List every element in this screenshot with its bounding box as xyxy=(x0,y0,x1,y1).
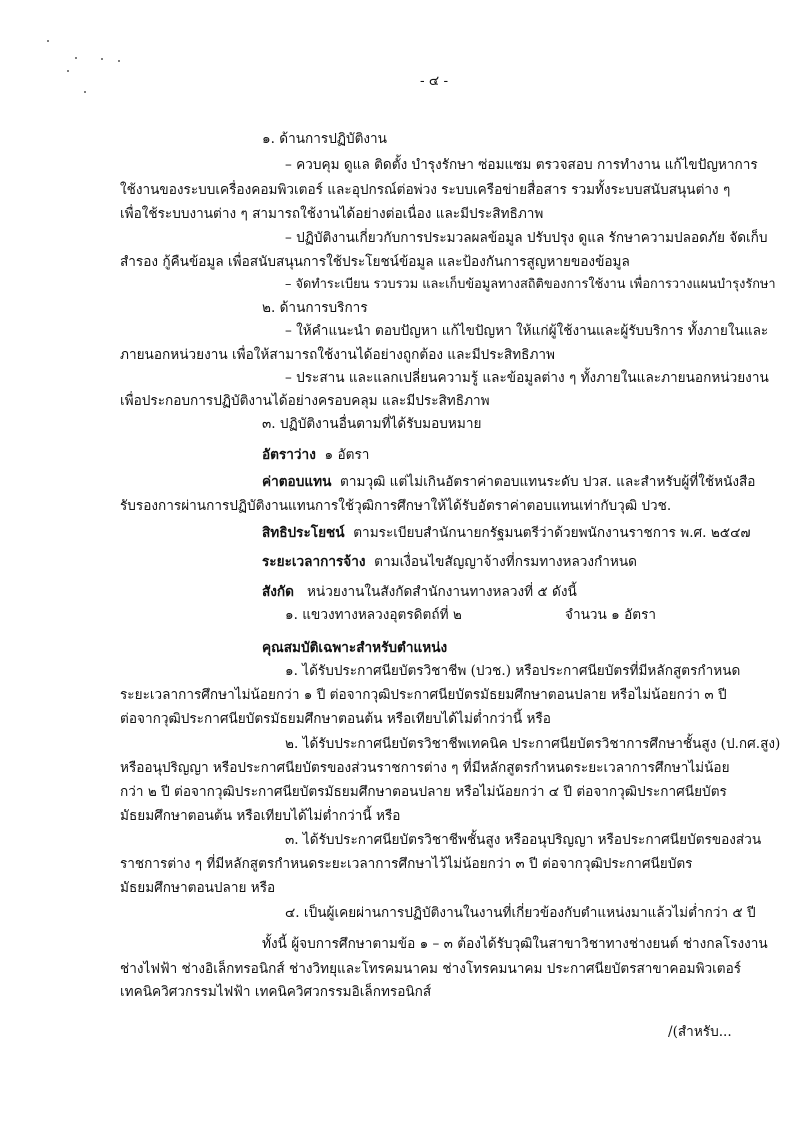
period-line xyxy=(262,553,637,571)
affiliation-label: สังกัด xyxy=(262,584,294,600)
scan-speck xyxy=(101,58,103,60)
section-2-item-a-line-2: ภายนอกหน่วยงาน เพื่อให้สามารถใช้งานได้อย่างถูกต้อง และมีประสิทธิภาพ xyxy=(120,347,556,363)
qualification-2-line-3: กว่า ๒ ปี ต่อจากวุฒิประกาศนียบัตรมัธยมศึกษาตอนปลาย หรือไม่น้อยกว่า ๔ ปี ต่อจากวุฒิประกาศนียบัตร xyxy=(120,784,727,800)
section-1-item-a-line-1: – ควบคุม ดูแล ติดตั้ง บำรุงรักษา ซ่อมแซม ตรวจสอบ การทำงาน แก้ไขปัญหาการ xyxy=(285,157,758,173)
scan-speck xyxy=(67,70,69,72)
qualification-2-line-1: ๒. ได้รับประกาศนียบัตรวิชาชีพเทคนิค ประกาศนียบัตรวิชาการศึกษาชั้นสูง (ป.กศ.สูง) xyxy=(285,736,781,752)
section-1-item-b-line-2: สำรอง กู้คืนข้อมูล เพื่อสนับสนุนการใช้ประโยชน์ข้อมูล และป้องกันการสูญหายของข้อมูล xyxy=(120,254,630,270)
scan-speck xyxy=(47,40,49,42)
section-2-item-a-line-1: – ให้คำแนะนำ ตอบปัญหา แก้ไขปัญหา ให้แก่ผู้ใช้งานและผู้รับบริการ ทั้งภายในและ xyxy=(285,323,769,339)
section-2-heading: ๒. ด้านการบริการ xyxy=(262,300,368,316)
affiliation-text: หน่วยงานในสังกัดสำนักงานทางหลวงที่ ๕ ดังนี้ xyxy=(306,584,577,600)
qualification-4: ๔. เป็นผู้เคยผ่านการปฏิบัติงานในงานที่เกี่ยวข้องกับตำแหน่งมาแล้วไม่ต่ำกว่า ๕ ปี xyxy=(285,905,756,921)
qualification-note-line-1: ทั้งนี้ ผู้จบการศึกษาตามข้อ ๑ – ๓ ต้องได้รับวุฒิในสาขาวิชาทางช่างยนต์ ช่างกลโรงงาน xyxy=(262,936,768,952)
qualification-3-line-3: มัธยมศึกษาตอนปลาย หรือ xyxy=(120,880,276,896)
qualification-1-line-3: ต่อจากวุฒิประกาศนียบัตรมัธยมศึกษาตอนต้น หรือเทียบได้ไม่ต่ำกว่านี้ หรือ xyxy=(120,711,551,727)
section-1-item-b-line-1: – ปฏิบัติงานเกี่ยวกับการประมวลผลข้อมูล ปรับปรุง ดูแล รักษาความปลอดภัย จัดเก็บ xyxy=(285,230,768,246)
vacancy-value: ๑ อัตรา xyxy=(324,447,370,463)
scan-speck xyxy=(118,60,120,62)
qualification-note-line-2: ช่างไฟฟ้า ช่างอิเล็กทรอนิกส์ ช่างวิทยุและโทรคมนาคม ช่างโทรคมนาคม ประกาศนียบัตรสาขาคอมพิวเตอร์ xyxy=(120,961,742,977)
qualification-1-line-1: ๑. ได้รับประกาศนียบัตรวิชาชีพ (ปวช.) หรือประกาศนียบัตรที่มีหลักสูตรกำหนด xyxy=(285,663,741,679)
vacancy-label: อัตราว่าง xyxy=(262,447,316,463)
section-2-item-b-line-2: เพื่อประกอบการปฏิบัติงานได้อย่างครอบคลุม และมีประสิทธิภาพ xyxy=(120,393,490,409)
affiliation-unit: ๑. แขวงทางหลวงอุตรดิตถ์ที่ ๒ xyxy=(285,607,462,623)
section-3-heading: ๓. ปฏิบัติงานอื่นตามที่ได้รับมอบหมาย xyxy=(262,416,482,432)
qualifications-heading: คุณสมบัติเฉพาะสำหรับตำแหน่ง xyxy=(262,640,448,656)
vacancy-line xyxy=(262,446,369,464)
qualification-3-line-1: ๓. ได้รับประกาศนียบัตรวิชาชีพชั้นสูง หรืออนุปริญญา หรือประกาศนียบัตรของส่วน xyxy=(285,832,762,848)
benefits-text: ตามระเบียบสำนักนายกรัฐมนตรีว่าด้วยพนักงานราชการ พ.ศ. ๒๕๔๗ xyxy=(353,525,751,541)
scan-speck xyxy=(75,57,77,59)
qualification-note-line-3: เทคนิควิศวกรรมไฟฟ้า เทคนิควิศวกรรมอิเล็กทรอนิกส์ xyxy=(120,984,432,1000)
page-number: - ๔ - xyxy=(420,73,449,89)
benefits-label: สิทธิประโยชน์ xyxy=(262,525,345,541)
section-1-item-c: – จัดทำระเบียน รวบรวม และเก็บข้อมูลทางสถิติของการใช้งาน เพื่อการวางแผนบำรุงรักษา xyxy=(285,277,776,292)
qualification-3-line-2: ราชการต่าง ๆ ที่มีหลักสูตรกำหนดระยะเวลาการศึกษาไว้ไม่น้อยกว่า ๓ ปี ต่อจากวุฒิประกาศนียบัตร xyxy=(120,856,693,872)
compensation-label: ค่าตอบแทน xyxy=(262,474,332,490)
continuation-marker: /(สำหรับ... xyxy=(668,1024,732,1040)
qualification-1-line-2: ระยะเวลาการศึกษาไม่น้อยกว่า ๑ ปี ต่อจากวุฒิประกาศนียบัตรมัธยมศึกษาตอนปลาย หรือไม่น้อยกว่า ๓ ปี xyxy=(120,687,727,703)
qualification-2-line-2: หรืออนุปริญญา หรือประกาศนียบัตรของส่วนราชการต่าง ๆ ที่มีหลักสูตรกำหนดระยะเวลาการศึกษาไม่น้อย xyxy=(120,760,730,776)
scan-speck xyxy=(84,91,86,93)
compensation-cont: รับรองการผ่านการปฏิบัติงานแทนการใช้วุฒิการศึกษาให้ได้รับอัตราค่าตอบแทนเท่ากับวุฒิ ปวช. xyxy=(120,498,672,514)
section-1-item-a-line-2: ใช้งานของระบบเครื่องคอมพิวเตอร์ และอุปกรณ์ต่อพ่วง ระบบเครือข่ายสื่อสาร รวมทั้งระบบสนับสนุนต่าง ๆ xyxy=(120,182,731,198)
section-2-item-b-line-1: – ประสาน และแลกเปลี่ยนความรู้ และข้อมูลต่าง ๆ ทั้งภายในและภายนอกหน่วยงาน xyxy=(285,370,769,386)
period-label: ระยะเวลาการจ้าง xyxy=(262,554,366,570)
benefits-line xyxy=(262,524,751,542)
period-text: ตามเงื่อนไขสัญญาจ้างที่กรมทางหลวงกำหนด xyxy=(374,554,637,570)
compensation-line xyxy=(262,473,755,491)
affiliation-line xyxy=(262,583,577,601)
compensation-text: ตามวุฒิ แต่ไม่เกินอัตราค่าตอบแทนระดับ ปวส. และสำหรับผู้ที่ใช้หนังสือ xyxy=(340,474,756,490)
affiliation-count: จำนวน ๑ อัตรา xyxy=(565,607,657,623)
section-1-item-a-line-3: เพื่อใช้ระบบงานต่าง ๆ สามารถใช้งานได้อย่างต่อเนื่อง และมีประสิทธิภาพ xyxy=(120,206,544,222)
section-1-heading: ๑. ด้านการปฏิบัติงาน xyxy=(262,131,387,147)
qualification-2-line-4: มัธยมศึกษาตอนต้น หรือเทียบได้ไม่ต่ำกว่านี้ หรือ xyxy=(120,808,401,824)
